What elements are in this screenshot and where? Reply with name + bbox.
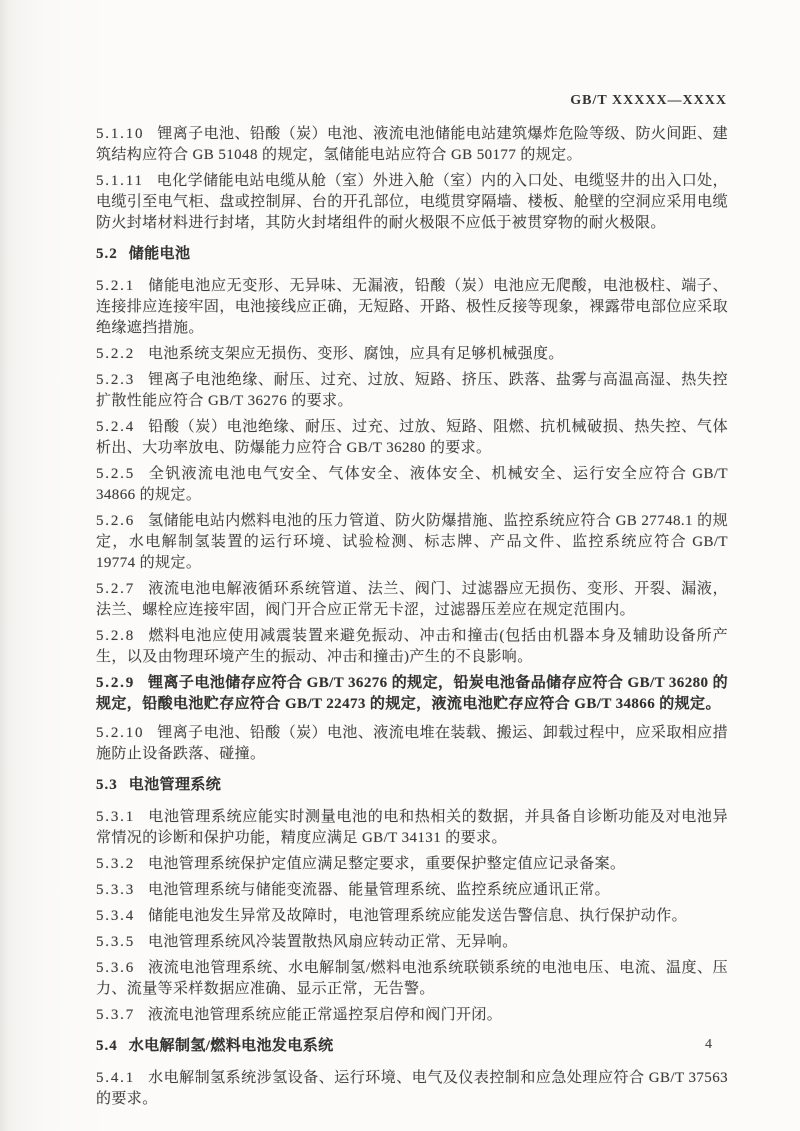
clause-5-2-6: [96, 511, 728, 574]
section-title: 水电解制氢/燃料电池发电系统: [128, 1038, 334, 1054]
clause-number: 5.3.2: [96, 856, 135, 872]
clause-5-2-10: [96, 723, 728, 765]
document-body: [96, 124, 728, 1115]
clause-5-2-9: [96, 673, 728, 715]
clause-text: 电池管理系统与储能变流器、能量管理系统、监控系统应通讯正常。: [148, 882, 611, 898]
clause-5-2-1: [96, 276, 728, 339]
clause-number: 5.2.7: [96, 581, 135, 597]
section-heading-5-3: [96, 775, 728, 796]
clause-number: 5.3.7: [96, 1007, 135, 1023]
clause-5-4-1: [96, 1068, 728, 1110]
clause-number: 5.2.3: [96, 372, 135, 388]
clause-number: 5.2.10: [96, 725, 145, 741]
clause-number: 5.3.4: [96, 908, 135, 924]
clause-5-3-5: [96, 932, 728, 953]
clause-number: 5.3.5: [96, 934, 135, 950]
clause-5-3-2: [96, 854, 728, 875]
clause-5-3-6: [96, 958, 728, 1000]
section-title: 电池管理系统: [128, 777, 222, 793]
clause-number: 5.2.5: [96, 466, 135, 482]
clause-number: 5.2.4: [96, 419, 135, 435]
clause-5-2-7: [96, 579, 728, 621]
clause-5-2-4: [96, 417, 728, 459]
clause-text: 电池管理系统应能实时测量电池的电和热相关的数据，并具备自诊断功能及对电池异常情况的诊断和保护功能，精度应满足 GB/T 34131 的要求。: [96, 809, 728, 846]
clause-5-3-3: [96, 880, 728, 901]
section-number: 5.4: [96, 1038, 118, 1054]
clause-number: 5.2.2: [96, 346, 135, 362]
section-heading-5-2: [96, 244, 728, 265]
section-number: 5.2: [96, 246, 118, 262]
clause-5-1-11: [96, 171, 728, 234]
clause-number: 5.3.3: [96, 882, 135, 898]
clause-text: 铅酸（炭）电池绝缘、耐压、过充、过放、短路、阻燃、抗机械破损、热失控、气体析出、大功率放电、防爆能力应符合 GB/T 36280 的要求。: [96, 419, 728, 456]
clause-text: 锂离子电池、铅酸（炭）电池、液流电池储能电站建筑爆炸危险等级、防火间距、建筑结构应符合 GB 51048 的规定，氢储能电站应符合 GB 50177 的规定。: [96, 126, 728, 163]
clause-text: 电池管理系统保护定值应满足整定要求，重要保护整定值应记录备案。: [148, 856, 626, 872]
clause-5-3-7: [96, 1005, 728, 1026]
clause-text: 全钒液流电池电气安全、气体安全、液体安全、机械安全、运行安全应符合 GB/T 34866 的规定。: [96, 466, 728, 503]
clause-number: 5.4.1: [96, 1070, 135, 1086]
clause-text: 锂离子电池、铅酸（炭）电池、液流电堆在装载、搬运、卸载过程中，应采取相应措施防止设备跌落、碰撞。: [96, 725, 728, 762]
clause-number: 5.3.6: [96, 960, 135, 976]
clause-number: 5.2.1: [96, 278, 135, 294]
clause-text: 电池系统支架应无损伤、变形、腐蚀，应具有足够机械强度。: [148, 346, 564, 362]
section-number: 5.3: [96, 777, 118, 793]
clause-5-1-10: [96, 124, 728, 166]
clause-5-2-3: [96, 370, 728, 412]
clause-text: 电池管理系统风冷装置散热风扇应转动正常、无异响。: [148, 934, 518, 950]
clause-number: 5.3.1: [96, 809, 135, 825]
clause-text: 水电解制氢系统涉氢设备、运行环境、电气及仪表控制和应急处理应符合 GB/T 37563 的要求。: [96, 1070, 728, 1107]
clause-text: 液流电池管理系统、水电解制氢/燃料电池系统联锁系统的电池电压、电流、温度、压力、流量等采样数据应准确、显示正常，无告警。: [96, 960, 728, 997]
clause-number: 5.1.11: [96, 173, 144, 189]
clause-text: 燃料电池应使用减震装置来避免振动、冲击和撞击(包括由机器本身及辅助设备所产生，以及由物理环境产生的振动、冲击和撞击)产生的不良影响。: [96, 628, 728, 665]
clause-5-2-2: [96, 344, 728, 365]
clause-number: 5.2.9: [96, 675, 135, 691]
clause-text: 锂离子电池绝缘、耐压、过充、过放、短路、挤压、跌落、盐雾与高温高湿、热失控扩散性能应符合 GB/T 36276 的要求。: [96, 372, 728, 409]
clause-text: 电化学储能电站电缆从舱（室）外进入舱（室）内的入口处、电缆竖井的出入口处，电缆引至电气柜、盘或控制屏、台的开孔部位，电缆贯穿隔墙、楼板、舱壁的空洞应采用电缆防火封堵材料进行封堵，其防火封堵组件的耐火极限不应低于被贯穿物的耐火极限。: [96, 173, 728, 231]
section-title: 储能电池: [128, 246, 191, 262]
clause-number: 5.2.8: [96, 628, 135, 644]
clause-number: 5.1.10: [96, 126, 145, 142]
clause-text: 氢储能电站内燃料电池的压力管道、防火防爆措施、监控系统应符合 GB 27748.1 的规定，水电解制氢装置的运行环境、试验检测、标志牌、产品文件、监控系统应符合 GB/T 19774 的规定。: [96, 513, 728, 571]
doc-code-header: GB/T XXXXX—XXXX: [570, 93, 727, 108]
page-number: 4: [705, 1037, 712, 1052]
clause-5-3-4: [96, 906, 728, 927]
clause-text: 液流电池电解液循环系统管道、法兰、阀门、过滤器应无损伤、变形、开裂、漏液，法兰、螺栓应连接牢固，阀门开合应正常无卡涩，过滤器压差应在规定范围内。: [96, 581, 728, 618]
clause-text: 储能电池应无变形、无异味、无漏液，铅酸（炭）电池应无爬酸，电池极柱、端子、连接排应连接牢固，电池接线应正确，无短路、开路、极性反接等现象，裸露带电部位应采取绝缘遮挡措施。: [96, 278, 728, 336]
clause-text: 锂离子电池储存应符合 GB/T 36276 的规定，铅炭电池备品储存应符合 GB/T 36280 的规定，铅酸电池贮存应符合 GB/T 22473 的规定，液流电池贮存应符合 GB/T 34866 的规定。: [96, 675, 728, 712]
clause-5-2-5: [96, 464, 728, 506]
clause-number: 5.2.6: [96, 513, 135, 529]
clause-text: 液流电池管理系统应能正常遥控泵启停和阀门开闭。: [148, 1007, 503, 1023]
clause-5-3-1: [96, 807, 728, 849]
section-heading-5-4: [96, 1036, 728, 1057]
clause-5-2-8: [96, 626, 728, 668]
clause-text: 储能电池发生异常及故障时，电池管理系统应能发送告警信息、执行保护动作。: [148, 908, 688, 924]
